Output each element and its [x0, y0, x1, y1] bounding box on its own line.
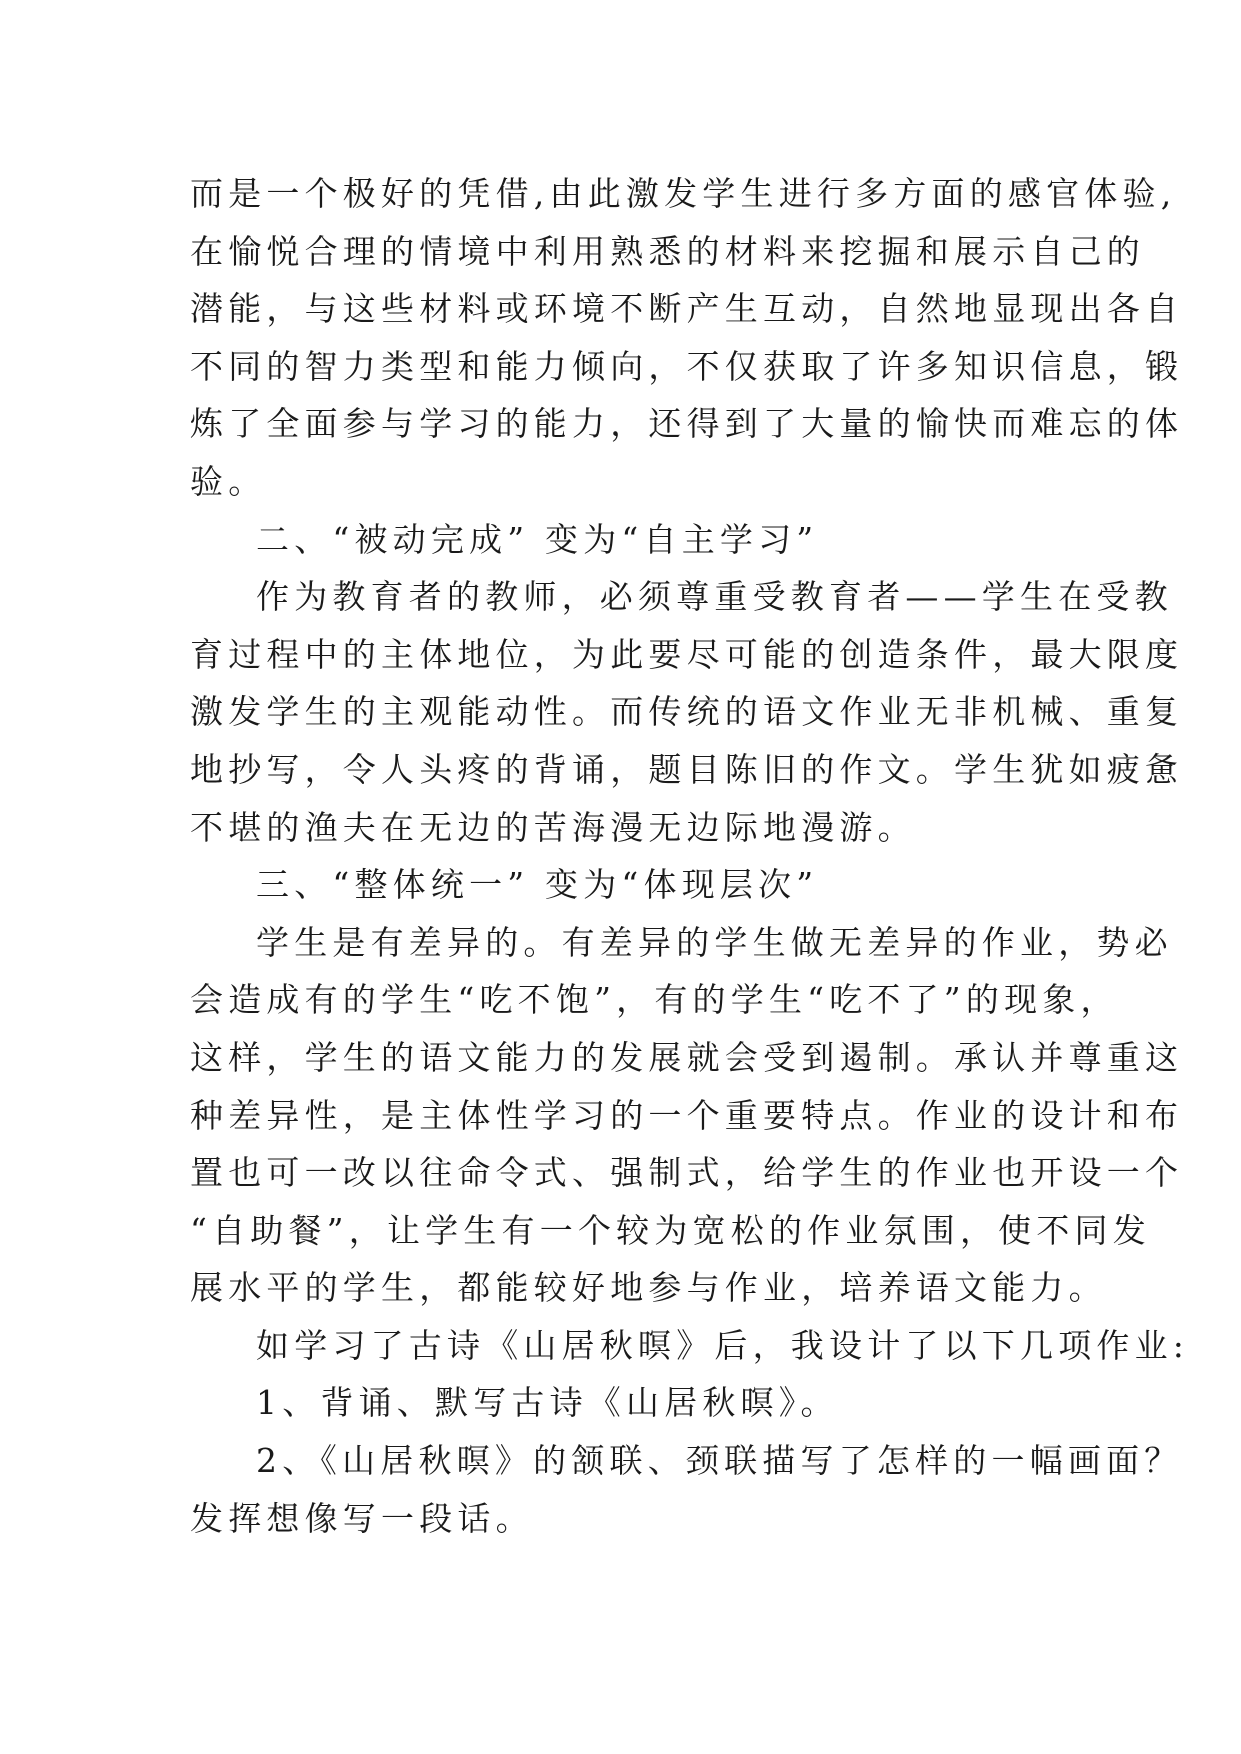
text-line: 在愉悦合理的情境中利用熟悉的材料来挖掘和展示自己的	[190, 231, 1145, 271]
text-line: 地抄写，令人头疼的背诵，题目陈旧的作文。学生犹如疲惫	[190, 749, 1184, 789]
text-line: 种差异性，是主体性学习的一个重要特点。作业的设计和布	[190, 1095, 1184, 1135]
text-line: 置也可一改以往命令式、强制式，给学生的作业也开设一个	[190, 1153, 1184, 1193]
text-line: 学生是有差异的。有差异的学生做无差异的作业，势必	[256, 922, 1173, 962]
text-line: 激发学生的主观能动性。而传统的语文作业无非机械、重复	[190, 692, 1184, 732]
text-line: 潜能，与这些材料或环境不断产生互动，自然地显现出各自	[190, 289, 1184, 329]
section-heading: 二、“被动完成” 变为“自主学习”	[256, 519, 819, 559]
text-line: 展水平的学生，都能较好地参与作业，培养语文能力。	[190, 1268, 1107, 1308]
text-line: 如学习了古诗《山居秋暝》后，我设计了以下几项作业:	[256, 1325, 1190, 1365]
text-line: 会造成有的学生“吃不饱”，有的学生“吃不了”的现象，	[190, 980, 1119, 1020]
text-line: 发挥想像写一段话。	[190, 1498, 534, 1538]
text-line: 作为教育者的教师，必须尊重受教育者——学生在受教	[256, 577, 1173, 617]
text-line: 不堪的渔夫在无边的苦海漫无边际地漫游。	[190, 807, 916, 847]
text-line: 验。	[190, 461, 267, 501]
list-item: 1、背诵、默写古诗《山居秋暝》。	[256, 1383, 839, 1423]
text-line: 不同的智力类型和能力倾向，不仅获取了许多知识信息，锻	[190, 346, 1184, 386]
list-item: 2、《山居秋暝》的颔联、颈联描写了怎样的一幅画面？	[256, 1441, 1183, 1481]
document-body	[190, 165, 1190, 1547]
text-line: 炼了全面参与学习的能力，还得到了大量的愉快而难忘的体	[190, 404, 1184, 444]
text-line: 育过程中的主体地位，为此要尽可能的创造条件，最大限度	[190, 634, 1184, 674]
section-heading: 三、“整体统一” 变为“体现层次”	[256, 865, 819, 905]
text-line: 这样，学生的语文能力的发展就会受到遏制。承认并尊重这	[190, 1037, 1184, 1077]
text-line: “自助餐”，让学生有一个较为宽松的作业氛围，使不同发	[190, 1210, 1151, 1250]
text-line: 而是一个极好的凭借,由此激发学生进行多方面的感官体验,	[190, 174, 1177, 213]
